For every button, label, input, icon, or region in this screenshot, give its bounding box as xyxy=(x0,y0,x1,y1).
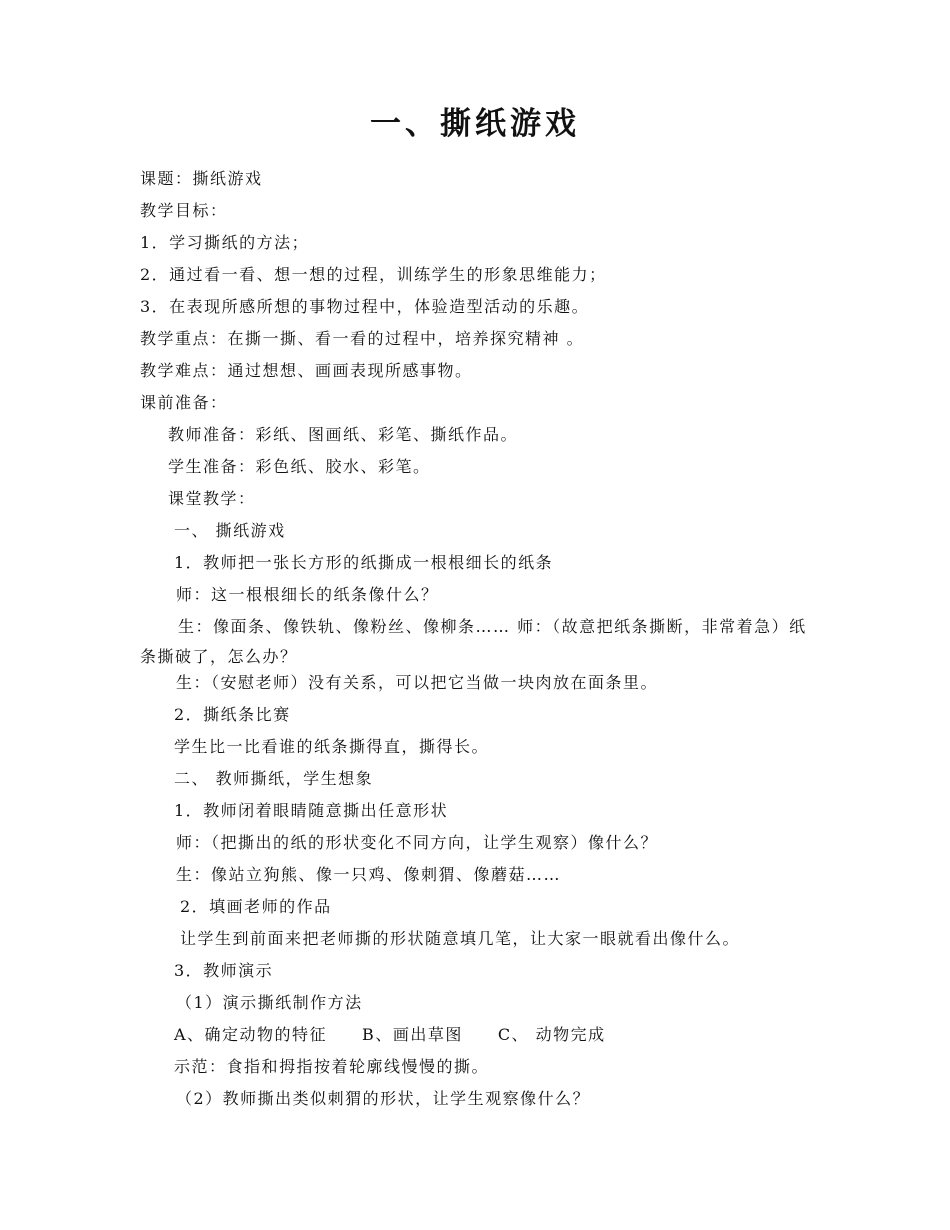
demonstration-line: 示范：食指和拇指按着轮廓线慢慢的撕。 xyxy=(174,1057,490,1076)
activity-3-line: 1．教师闭着眼睛随意撕出任意形状 xyxy=(174,801,449,820)
section-1-heading: 一、 撕纸游戏 xyxy=(174,521,286,540)
demo-method-line: （1）演示撕纸制作方法 xyxy=(176,993,363,1012)
lesson-topic-line: 课题：撕纸游戏 xyxy=(140,169,263,188)
demo-steps-line: A、确定动物的特征 B、画出草图 C、 动物完成 xyxy=(174,1025,606,1044)
student-comfort-line: 生：（安慰老师）没有关系，可以把它当做一块肉放在面条里。 xyxy=(176,673,659,692)
activity-1-line: 1．教师把一张长方形的纸撕成一根根细长的纸条 xyxy=(174,553,554,572)
classroom-teaching-heading: 课堂教学： xyxy=(168,489,256,508)
student-drawing-line: 让学生到前面来把老师撕的形状随意填几笔，让大家一眼就看出像什么。 xyxy=(180,929,741,948)
goal-item-3: 3．在表现所感所想的事物过程中，体验造型活动的乐趣。 xyxy=(140,297,590,316)
goal-item-2: 2．通过看一看、想一想的过程，训练学生的形象思维能力； xyxy=(140,265,607,284)
student-imagine-line: 生：像站立狗熊、像一只鸡、像刺猬、像蘑菇…… xyxy=(176,865,562,884)
hedgehog-shape-line: （2）教师撕出类似刺猬的形状，让学生观察像什么？ xyxy=(176,1089,591,1108)
student-answer-paragraph: 生：像面条、像铁轨、像粉丝、像柳条…… 师：（故意把纸条撕断，非常着急）纸条撕破了，怎么办？ xyxy=(140,617,807,666)
teacher-demo-line: 3．教师演示 xyxy=(174,961,274,980)
teaching-goals-heading: 教学目标： xyxy=(140,201,228,220)
activity-4-line: 2．填画老师的作品 xyxy=(180,897,332,916)
teaching-difficulty-line: 教学难点：通过想想、画画表现所感事物。 xyxy=(140,361,473,380)
goal-item-1: 1．学习撕纸的方法； xyxy=(140,233,310,252)
activity-2-line: 2．撕纸条比赛 xyxy=(174,705,291,724)
student-preparation-line: 学生准备：彩色纸、胶水、彩笔。 xyxy=(168,457,431,476)
section-2-heading: 二、 教师撕纸，学生想象 xyxy=(174,769,374,788)
competition-line: 学生比一比看谁的纸条撕得直，撕得长。 xyxy=(174,737,490,756)
preparation-heading: 课前准备： xyxy=(140,393,228,412)
teaching-key-point-line: 教学重点：在撕一撕、看一看的过程中，培养探究精神 。 xyxy=(140,329,585,348)
teacher-observe-line: 师：（把撕出的纸的形状变化不同方向，让学生观察）像什么？ xyxy=(176,833,659,852)
teacher-preparation-line: 教师准备：彩纸、图画纸、彩笔、撕纸作品。 xyxy=(168,425,519,444)
document-title: 一、撕纸游戏 xyxy=(370,106,580,142)
teacher-question-line: 师：这一根根细长的纸条像什么？ xyxy=(176,585,439,604)
